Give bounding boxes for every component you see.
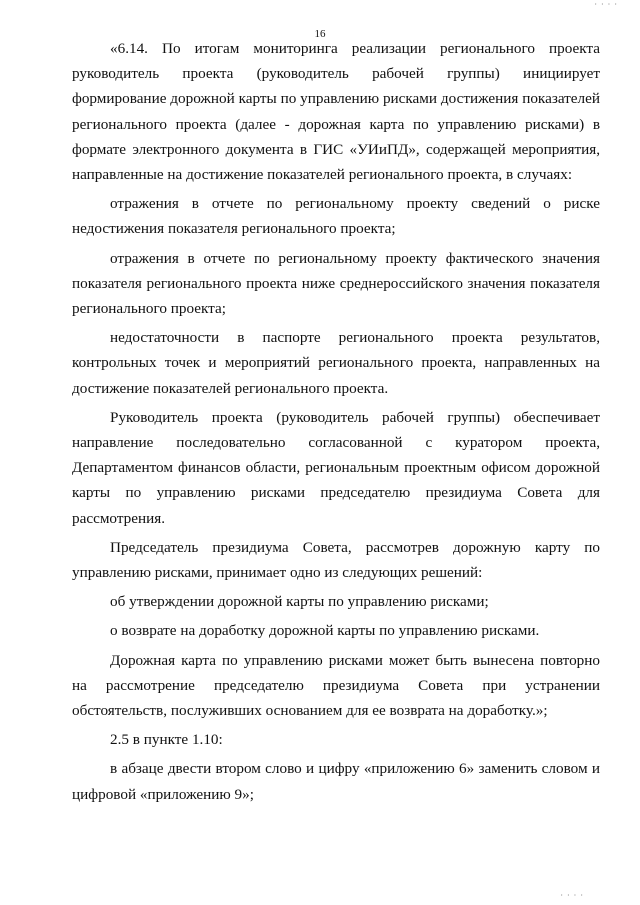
paragraph-case-risk: отражения в отчете по региональному проекту сведений о риске недостижения показателя регионального проекта; (72, 195, 600, 238)
paragraph-case-below-average: отражения в отчете по региональному проекту фактического значения показателя регионального проекта ниже среднероссийского значения показателя регионального проекта; (72, 249, 600, 318)
paragraph-case-insufficiency: недостаточности в паспорте регионального проекта результатов, контрольных точек и мероприятий регионального проекта, направленных на достижение показателей регионального проекта. (72, 329, 600, 397)
paragraph-item-2-5: 2.5 в пункте 1.10: (110, 731, 223, 749)
paragraph-chairman-decision: Председатель президиума Совета, рассмотрев дорожную карту по управлению рисками, принимает одно из следующих решений: (72, 538, 600, 582)
paragraph-6-14: «6.14. По итогам мониторинга реализации регионального проекта руководитель проекта (руководитель рабочей группы) инициирует формирование дорожной карты по управлению рисками достижения показателей регионального проекта (далее - дорожная карта по управлению рисками) в формате электронного документа в ГИС «УИиПД», содержащей мероприятия, направленные на достижение показателей регионального проекта, в случаях: (72, 40, 600, 184)
page-number: 16 (314, 28, 326, 40)
paragraph-project-head: Руководитель проекта (руководитель рабочей группы) обеспечивает направление последовательно согласованной с куратором проекта, Департаментом финансов области, региональным проектным офисом дорожной карты по управлению рисками председателю президиума Совета для рассмотрения. (72, 408, 600, 527)
document-body (72, 36, 600, 807)
paragraph-decision-return: о возврате на доработку дорожной карты по управлению рисками. (110, 622, 540, 640)
paragraph-replace-annex: в абзаце двести втором слово и цифру «приложению 6» заменить словом и цифровой «приложению 9»; (72, 760, 600, 803)
paragraph-decision-approve: об утверждении дорожной карты по управлению рисками; (110, 593, 489, 611)
paragraph-resubmission: Дорожная карта по управлению рисками может быть вынесена повторно на рассмотрение председателю президиума Совета при устранении обстоятельств, послуживших основанием для ее возврата на доработку.»; (72, 651, 600, 720)
corner-mark-top: · · · · (594, 0, 618, 9)
corner-mark-bottom: · · · · (560, 891, 584, 900)
